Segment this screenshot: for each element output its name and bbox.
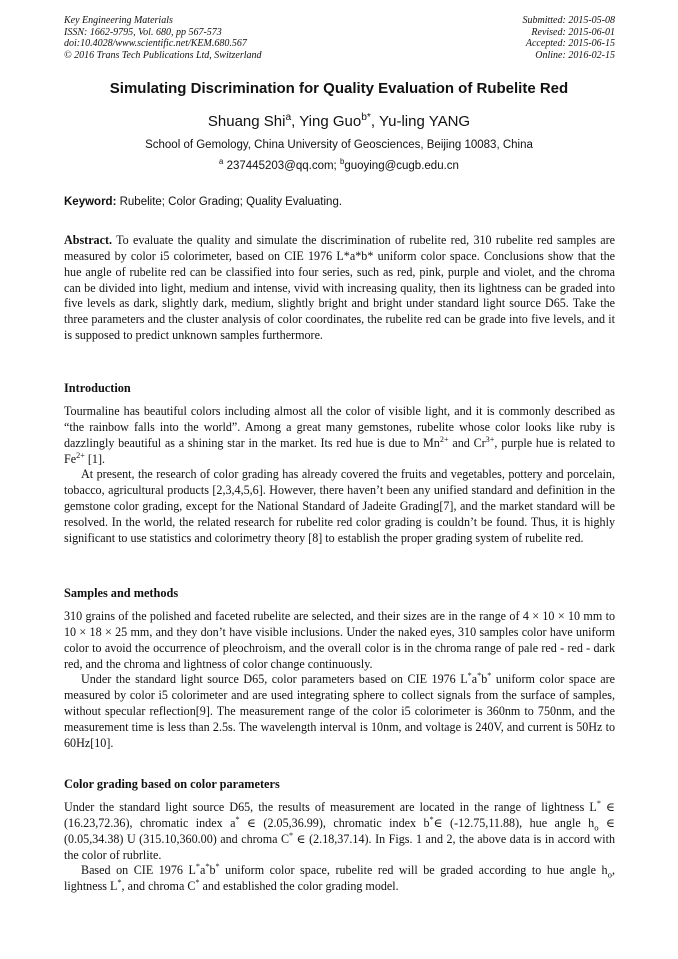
journal-header-right [523,15,616,61]
introduction-body [64,404,615,547]
email-b: guoying@cugb.edu.cn [344,160,459,172]
superscript: * [429,814,434,824]
doi-line: doi:10.4028/www.scientific.net/KEM.680.567 [64,38,247,50]
superscript: * [195,878,200,888]
paragraph [64,672,615,751]
text-run: ∈ (0.05,34.38) U (315.10,360.00) and chroma C [64,815,615,846]
keyword-label: Keyword: [64,196,117,208]
revised-date: Revised: 2015-06-01 [531,26,615,38]
superscript: 2+ [76,450,85,460]
superscript: * [195,862,200,872]
submitted-date: Submitted: 2015-05-08 [522,15,615,26]
text-run: Under the standard light source D65, the results of measurement are located in the range of lightness L [64,800,597,814]
superscript: * [487,671,492,681]
keyword-text: Rubelite; Color Grading; Quality Evaluating. [116,196,343,208]
text-run: and established the color grading model. [199,879,399,894]
section-heading-grading: Color grading based on color parameters [64,777,280,791]
text-run: ∈ (16.23,72.36), chromatic index a [64,800,616,830]
superscript: * [117,878,122,888]
text-run: and Cr [448,435,486,450]
text-run: b [481,672,488,687]
journal-name: Key Engineering Materials [64,15,173,26]
accepted-date: Accepted: 2015-06-15 [525,38,615,50]
issn-line: ISSN: 1662-9795, Vol. 680, pp 567-573 [64,26,222,38]
email-a: 237445203@qq.com; [223,160,340,172]
text-run: ∈ (-12.75,11.88), hue angle h [433,815,595,830]
author-name: Shuang Shi [207,113,286,130]
author-separator: , [291,113,300,130]
text-run: Based on CIE 1976 L [81,863,196,878]
paragraph [64,404,615,467]
journal-header-left [64,15,262,61]
email-mark: a [219,157,224,167]
text-run: ∈ (2.18,37.14). In Figs. 1 and 2, the above data is in accord with the color of rubrlite. [64,831,615,862]
subscript: o [607,869,612,880]
keywords [64,196,616,208]
author-mark: b* [361,112,371,123]
author-separator: , [370,113,379,130]
paragraph [64,863,615,895]
abstract-label: Abstract. [64,233,113,247]
abstract-text: To evaluate the quality and simulate the discrimination of rubelite red, 310 rubelite red samples are measured by color i5 colorimeter, based on CIE 1976 L*a*b* uniform color space. Conclusions show that the hue angle of rubelite red can be classified into four series, such as red, pink, purple and violet, and the chroma can be divided into light, medium and intense, vivid with increasing quality, then its lightness can be graded into five levels as dark, slightly dark, medium, slightly bright and bright under standard light source D65. Take the three parameters and the cluster analysis of color coordinates, the rubelite red can be grade into five levels, and it is supposed to predict unknown samples furthermore. [64,233,615,343]
section-heading-introduction: Introduction [64,381,131,395]
text-run: ∈ (2.05,36.99), chromatic index b [239,815,430,830]
author-list [0,113,678,130]
text-run: Under the standard light source D65, color parameters based on CIE 1976 L [81,672,468,687]
text-run: , purple hue is related to Fe [64,435,615,466]
grading-body [64,800,615,895]
paper-title: Simulating Discrimination for Quality Evaluation of Rubelite Red [109,80,569,97]
abstract [64,233,615,344]
text-run: Tourmaline has beautiful colors including almost all the color of visible light, and it is commonly described as “the rainbow falls into the world”. Among a great many gemstones, rubelite whose color looks like ruby is dazzlingly beautiful as a shining star in the market. Its red hue is due to Mn [64,404,615,450]
online-date: Online: 2016-02-15 [535,49,615,61]
text-run: a [199,863,206,878]
author-name: Yu-ling YANG [378,113,471,130]
text-run: b [209,863,216,878]
samples-body [64,609,615,752]
author-emails [0,157,678,172]
superscript: 2+ [439,434,449,444]
author-mark: a [285,112,292,123]
text-run: , and chroma C [121,879,196,894]
superscript: * [467,671,472,681]
superscript: * [205,862,210,872]
email-mark: b [339,157,345,167]
superscript: * [215,862,220,872]
author-name: Ying Guo [299,113,362,130]
superscript: * [235,814,240,824]
superscript: * [289,830,294,840]
superscript: 3+ [485,434,495,444]
paragraph: 310 grains of the polished and faceted rubelite are selected, and their sizes are in the range of 4 × 10 × 10 mm to 10 × 18 × 25 mm, and they don’t have visible inclusions. Under the naked eyes, 310 samples color have uniform color to avoid the occurrence of pleochroism, and the overall color is in the chroma range of pale red - red - dark red, and the chroma and lightness of color change continuously. [64,609,615,671]
text-run: uniform color space are measured by color i5 colorimeter and are used integrating sphere to collect signals from the surface of samples, without specular reflection[9]. The measurement range of the color i5 colorimeter is 360nm to 750nm, and the measurement time is less than 2.5s. The wavelength interval is 10nm, and voltage is 240V, and current is 50Hz to 60Hz[10]. [64,672,615,750]
section-heading-samples: Samples and methods [64,586,179,600]
copyright-line: © 2016 Trans Tech Publications Ltd, Switzerland [64,49,262,61]
superscript: * [596,798,601,808]
text-run: uniform color space, rubelite red will be graded according to hue angle h [219,863,608,878]
paragraph [64,800,615,863]
text-run: [1]. [84,451,105,466]
superscript: * [477,671,482,681]
text-run: a [471,672,478,687]
affiliation: School of Gemology, China University of Geosciences, Beijing 10083, China [145,139,533,151]
subscript: o [594,822,599,833]
paragraph: At present, the research of color grading has already covered the fruits and vegetables, pottery and porcelain, tobacco, agricultural products [2,3,4,5,6]. However, there haven’t been any unified standard and definition in the gemstone color grading, except for the National Standard of Jadeite Grading[7], and the market standard will be resolved. In the world, the related research for rubelite red color grading is couldn’t be found. Thus, it is highly significant to use statistics and colorimetry theory [8] to establish the proper grading system of rubelite red. [64,467,615,545]
text-run: , lightness L [64,863,615,894]
